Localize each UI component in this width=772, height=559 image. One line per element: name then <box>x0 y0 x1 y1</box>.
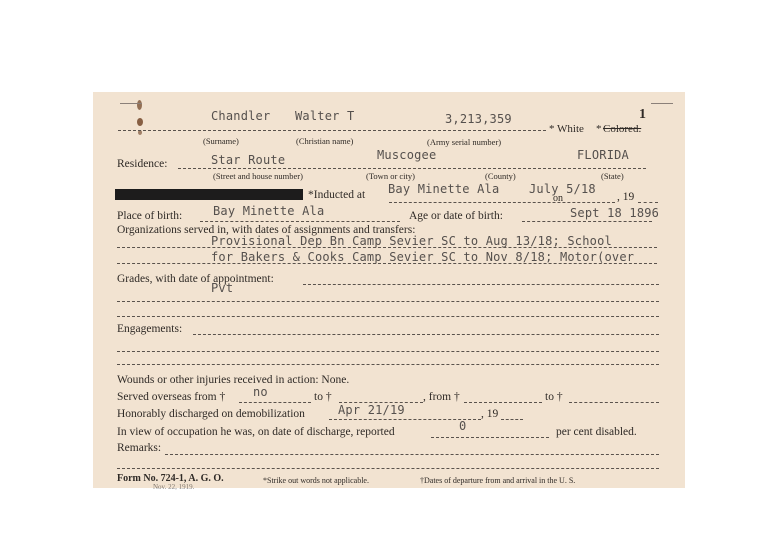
remarks-label: Remarks: <box>117 442 162 454</box>
organizations-rule-2 <box>117 263 657 264</box>
birthdate-line <box>522 221 652 222</box>
organizations-rule-1 <box>117 247 657 248</box>
overseas-to2-line <box>569 402 659 403</box>
overseas-from2-line <box>464 402 542 403</box>
label-surname: (Surname) <box>203 136 239 146</box>
remarks-rule-1 <box>165 454 659 455</box>
birthplace-value: Bay Minette Ala <box>213 204 325 218</box>
discharge-label: Honorably discharged on demobilization <box>117 408 305 420</box>
overseas-to-2: to † <box>545 391 563 403</box>
service-record-card <box>93 92 685 491</box>
state-value: FLORIDA <box>577 148 629 162</box>
christian-name-value: Walter T <box>295 109 355 123</box>
disability-value: 0 <box>459 419 467 433</box>
wounds-label: Wounds or other injuries received in action: None. <box>117 374 350 386</box>
birthplace-label: Place of birth: <box>117 210 183 222</box>
residence-label: Residence: <box>117 158 168 170</box>
residence-line <box>178 168 646 169</box>
disability-label: In view of occupation he was, on date of discharge, reported <box>117 426 395 438</box>
engagements-rule-2 <box>117 351 659 352</box>
inducted-year-suffix: , 19 <box>617 191 635 203</box>
birthplace-line <box>200 221 400 222</box>
county-value: Muscogee <box>377 148 437 162</box>
label-town: (Town or city) <box>366 171 415 181</box>
race-colored-prefix: * <box>596 123 602 135</box>
disability-suffix: per cent disabled. <box>556 426 637 438</box>
overseas-to: to † <box>314 391 332 403</box>
engagements-rule-3 <box>117 364 659 365</box>
ink-stain <box>137 118 143 126</box>
overseas-from-line <box>239 402 311 403</box>
redacted-block <box>115 189 303 200</box>
overseas-value: no <box>253 385 268 399</box>
serial-number-value: 3,213,359 <box>445 112 512 126</box>
engagements-rule-1 <box>193 334 659 335</box>
grade-value: Pvt <box>211 281 234 295</box>
inducted-date-value: July 5/18 <box>529 182 596 196</box>
grades-rule-3 <box>117 316 659 317</box>
inducted-line <box>389 202 615 203</box>
birthdate-value: Sept 18 1896 <box>570 206 660 220</box>
ink-stain <box>137 100 142 110</box>
engagements-label: Engagements: <box>117 323 183 335</box>
label-serial-number: (Army serial number) <box>427 137 502 147</box>
grades-rule-1 <box>303 284 659 285</box>
form-date: Nov. 22, 1919. <box>153 483 195 491</box>
card-number: 1 <box>639 107 646 122</box>
organizations-label: Organizations served in, with dates of assignments and transfers: <box>117 224 416 236</box>
inducted-on-label: on <box>553 193 563 204</box>
top-rule <box>651 103 673 104</box>
label-county: (County) <box>485 171 516 181</box>
overseas-label: Served overseas from † <box>117 391 226 403</box>
discharge-year-line <box>501 419 523 420</box>
remarks-rule-2 <box>117 468 659 469</box>
overseas-from-2: , from † <box>423 391 460 403</box>
discharge-date-value: Apr 21/19 <box>338 403 405 417</box>
race-colored: Colored. <box>603 123 642 135</box>
organizations-line-2: for Bakers & Cooks Camp Sevier SC to Nov 8/18; Motor(over <box>211 250 635 264</box>
label-christian-name: (Christian name) <box>296 136 354 146</box>
discharge-year-suffix: , 19 <box>481 408 499 420</box>
birthdate-label: Age or date of birth: <box>409 210 503 222</box>
grades-rule-2 <box>117 301 659 302</box>
street-value: Star Route <box>211 153 286 167</box>
surname-value: Chandler <box>211 109 271 123</box>
footnote-dates: †Dates of departure from and arrival in the U. S. <box>420 476 576 485</box>
name-line <box>118 130 546 131</box>
top-rule <box>120 103 142 104</box>
inducted-label: *Inducted at <box>308 189 366 201</box>
label-state: (State) <box>601 171 624 181</box>
race-white: * White <box>549 123 584 135</box>
grades-label: Grades, with date of appointment: <box>117 273 274 285</box>
disability-line <box>431 437 549 438</box>
inducted-place-value: Bay Minette Ala <box>388 182 500 196</box>
label-street: (Street and house number) <box>213 171 303 181</box>
footnote-strike: *Strike out words not applicable. <box>263 476 369 485</box>
inducted-year-line <box>638 202 658 203</box>
form-number: Form No. 724-1, A. G. O. <box>117 473 224 484</box>
organizations-line-1: Provisional Dep Bn Camp Sevier SC to Aug 13/18; School <box>211 234 612 248</box>
